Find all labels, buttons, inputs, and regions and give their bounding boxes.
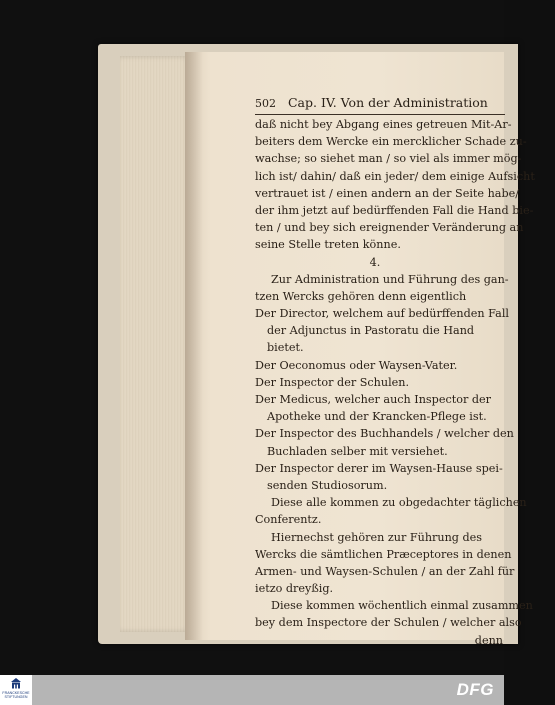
text-line: Der Inspector der Schulen. [255, 375, 410, 389]
text-line: Apotheke und der Krancken-Pflege ist. [267, 410, 487, 424]
header-rule [255, 114, 505, 115]
franckesche-stiftungen-logo[interactable] [0, 675, 32, 705]
text-line: bietet. [267, 341, 304, 355]
text-line: Conferentz. [255, 513, 322, 527]
text-line: Der Inspector des Buchhandels / welcher den [255, 427, 514, 441]
text-line: senden Studiosorum. [267, 478, 388, 492]
text-line: Buchladen selber mit versiehet. [267, 444, 448, 458]
text-line: tzen Wercks gehören denn eigentlich [255, 289, 467, 303]
running-header [255, 92, 555, 114]
text-line: Hiernechst gehören zur Führung des [271, 530, 483, 544]
text-line: beiters dem Wercke ein mercklicher Schade zu- [255, 135, 527, 149]
text-line: der Adjunctus in Pastoratu die Hand [267, 324, 475, 338]
text-line: ten / und bey sich ereignender Veränderung an [255, 221, 524, 235]
text-line: Diese alle kommen zu obgedachter täglichen [271, 496, 527, 510]
body-text [255, 116, 555, 649]
text-line: daß nicht bey Abgang eines getreuen Mit-Ar- [255, 118, 512, 131]
dfg-logo[interactable]: DFG [456, 680, 494, 699]
text-line: Der Oeconomus oder Waysen-Vater. [255, 358, 458, 372]
text-line: vertrauet ist / einen andern an der Seite habe/ [255, 186, 520, 200]
text-line: ietzo dreyßig. [255, 582, 334, 596]
footer-bar [0, 675, 504, 705]
running-head-title: Cap. IV. Von der Administration [287, 95, 488, 110]
text-line: seine Stelle treten könne. [255, 238, 401, 252]
gutter-shadow [185, 52, 203, 640]
page-text [255, 92, 555, 649]
text-line: Der Director, welchem auf bedürffenden Fall [255, 307, 509, 321]
text-line: Der Inspector derer im Waysen-Hause spei- [255, 461, 503, 475]
text-line: Armen- und Waysen-Schulen / an der Zahl für [255, 564, 515, 578]
page-number: 502 [255, 97, 276, 110]
text-line: Diese kommen wöchentlich einmal zusammen [271, 599, 533, 613]
text-line: Zur Administration und Führung des gan- [271, 272, 509, 286]
logo-text: FRANCKESCHE STIFTUNGEN [2, 691, 30, 700]
building-icon [11, 678, 21, 690]
text-line: lich ist/ dahin/ daß ein jeder/ dem einige Aufsicht [255, 169, 535, 183]
book-page [185, 52, 535, 647]
text-line: Der Medicus, welcher auch Inspector der [255, 393, 491, 406]
page-edges [120, 56, 192, 632]
text-line: wachse; so siehet man / so viel als immer mög- [255, 152, 522, 166]
text-line: denn [474, 633, 503, 647]
text-line: der ihm jetzt auf bedürffenden Fall die Hand bie- [255, 203, 534, 217]
text-line: 4. [369, 255, 381, 269]
text-line: Wercks die sämtlichen Præceptores in denen [255, 547, 512, 561]
text-line: bey dem Inspectore der Schulen / welcher also [255, 616, 522, 630]
